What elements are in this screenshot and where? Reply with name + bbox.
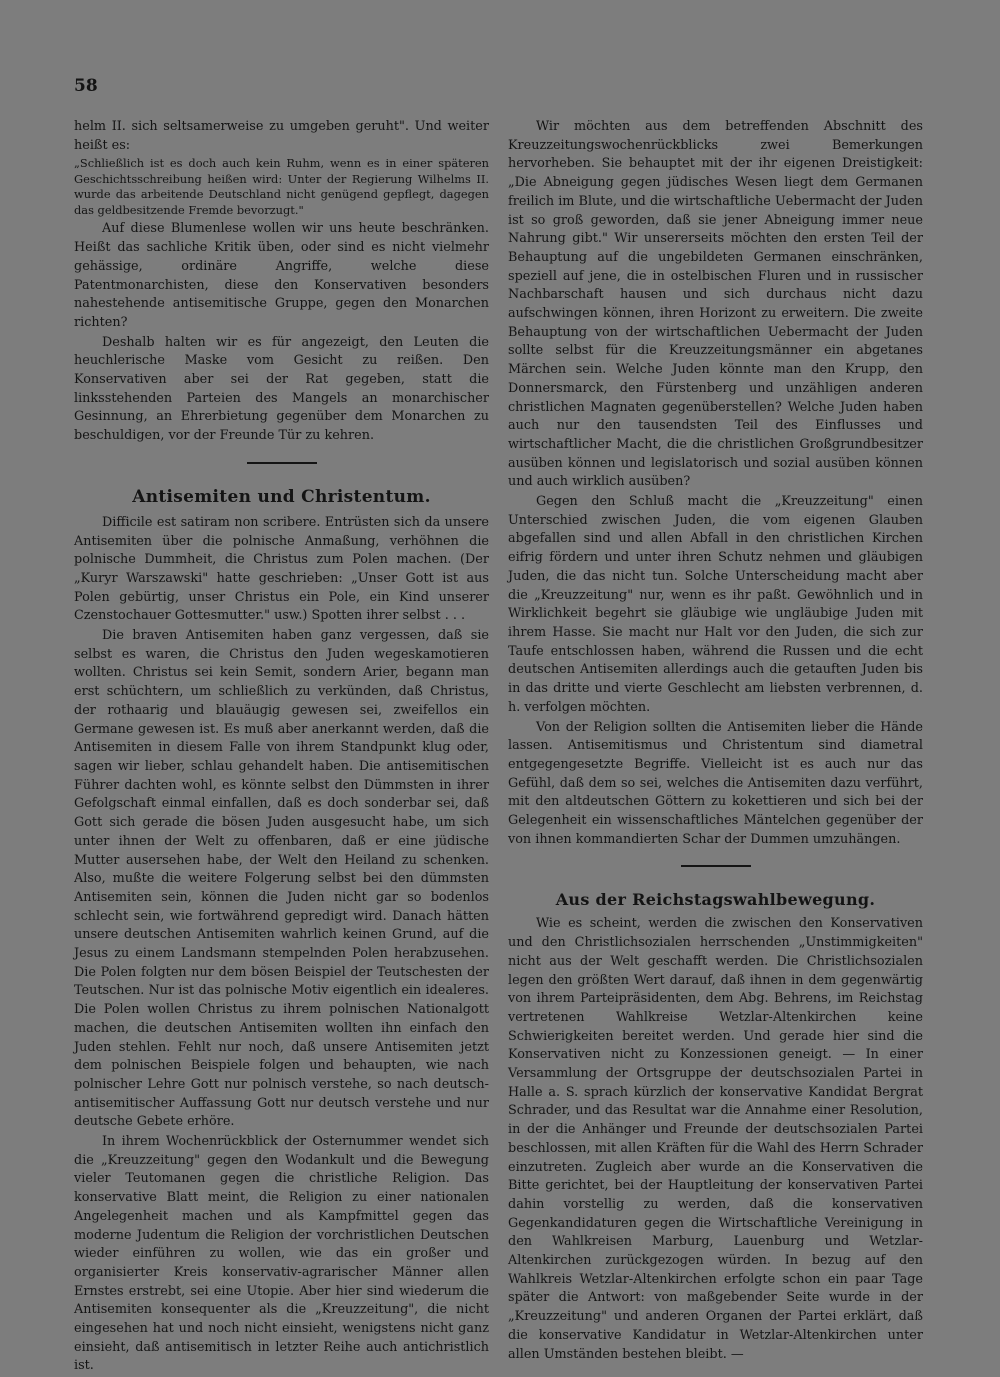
paragraph: Gegen den Schluß macht die „Kreuzzeitung" einen Unterschied zwischen Juden, die vom eigenen Glauben abgefallen sind und allen Abfall in den christlichen Kirchen eifrig fördern und unter ihren Schutz nehmen und gläubigen Juden, die das nicht tun. Solche Unterscheidung macht aber die „Kreuzzeitung" nur, wenn es ihr paßt. Gewöhnlich und in Wirklichkeit begehrt sie gläubige wie ungläubige Juden mit ihrem Hasse. Sie macht nur Halt vor den Juden, die sich zur Taufe entschlossen haben, während die Russen und die echt deutschen Antisemiten allerdings auch die getauften Juden bis in das dritte und vierte Geschlecht am liebsten verbrennen, d. h. verfolgen möchten. bbox=[508, 494, 923, 715]
continued-text: helm II. sich seltsamerweise zu umgeben geruht". Und weiter heißt es: bbox=[74, 119, 489, 153]
paragraph: Deshalb halten wir es für angezeigt, den Leuten die heuchlerische Maske vom Gesicht zu reißen. Den Konservativen aber sei der Rat gegeben, statt die linksstehenden Parteien des Mangels an monarchischer Gesinnung, an Ehrerbietung gegenüber dem Monarchen zu beschuldigen, vor der Freunde Tür zu kehren. bbox=[74, 334, 489, 444]
paragraph: Wir möchten aus dem betreffenden Abschnitt des Kreuzzeitungswochenrückblicks zwei Bemerkungen hervorheben. Sie behauptet mit der ihr eigenen Dreistigkeit: „Die Abneigung gegen jüdisches Wesen liegt dem Germanen freilich im Blute, und die wirtschaftliche Uebermacht der Juden ist so groß geworden, daß sie jener Abneigung immer neue Nahrung gibt." Wir unsererseits möchten den ersten Teil der Behauptung auf die ungebildeten Germanen einschränken, speziell auf jene, die in ostelbischen Fluren und in russischer Nachbarschaft hausen und sich durchaus nicht dazu aufschwingen können, ihren Horizont zu erweitern. Die zweite Behauptung von der wirtschaftlichen Uebermacht der Juden sollte selbst für die Kreuzzeitungsmänner ein abgetanes Märchen sein. Welche Juden könnte man den Krupp, den Donnersmarck, den Fürstenberg und unzähligen anderen christlichen Magnaten gegenüberstellen? Welche Juden haben auch nur den tausendsten Teil des Einflusses und wirtschaftlicher Macht, die die christlichen Großgrundbesitzer ausüben können und legislatorisch und sozial ausüben können und auch wirklich ausüben? bbox=[508, 119, 923, 490]
paragraph: In ihrem Wochenrückblick der Osternummer wendet sich die „Kreuzzeitung" gegen den Wodankult und die Bewegung vieler Teutomanen gegen die christliche Religion. Das konservative Blatt meint, die Religion zu einer nationalen Angelegenheit machen und als Kampfmittel gegen das moderne Judentum die Religion der vorchristlichen Deutschen wieder einführen zu wollen, wie das ein großer und organisierter Kreis konservativ-agrarischer Männer allen Ernstes erstrebt, sei eine Utopie. Aber hier sind wiederum die Antisemiten konsequenter als die „Kreuzzeitung", die nicht eingesehen hat und noch nicht einsieht, wenigstens nicht ganz einsieht, daß antisemitisch in letzter Reihe auch antichristlich ist. bbox=[74, 1134, 489, 1374]
paragraph: Die braven Antisemiten haben ganz vergessen, daß sie selbst es waren, die Christus den Juden wegeskamotieren wollten. Christus sei kein Semit, sondern Arier, begann man erst schüchtern, um schließlich zu verkünden, daß Christus, der rothaarig und blauäugig gewesen sei, zweifellos ein Germane gewesen ist. Es muß aber anerkannt werden, daß die Antisemiten in diesem Falle von ihrem Standpunkt klug oder, sagen wir lieber, schlau gehandelt haben. Die antisemitischen Führer dachten wohl, es könnte selbst den Dümmsten in ihrer Gefolgschaft einmal einfallen, daß es doch sonderbar sei, daß Gott sich gerade die bösen Juden ausgesucht habe, um sich unter ihnen der Welt zu offenbaren, daß er eine jüdische Mutter ausersehen habe, der Welt den Heiland zu schenken. Also, mußte die weitere Folgerung selbst bei den dümmsten Antisemiten sein, können die Juden nicht gar so bodenlos schlecht sein, wie fortwährend gepredigt wird. Danach hätten unsere deutschen Antisemiten wahrlich keinen Grund, auf die Jesus zu einem Landsmann stempelnden Polen herabzusehen. Die Polen folgten nur dem bösen Beispiel der Teutschesten der Teutschen. Nur ist das polnische Motiv eigentlich ein idealeres. Die Polen wollen Christus zu ihrem polnischen Nationalgott machen, die deutschen Antisemiten wollten ihn einfach den Juden stehlen. Fehlt nur noch, daß unsere Antisemiten jetzt dem polnischen Beispiele folgen und behaupten, wie nach polnischer Lehre Gott nur polnisch verstehe, so nach deutsch-antisemitischer Auffassung Gott nur deutsch verstehe und nur deutsche Gebete erhöre. bbox=[74, 628, 489, 1130]
page-number: 58 bbox=[74, 76, 98, 96]
paragraph: Auf diese Blumenlese wollen wir uns heute beschränken. Heißt das sachliche Kritik üben, oder sind es nicht vielmehr gehässige, ordinäre Angriffe, welche diese Patentmonarchisten, diese den Konservativen besonders nahestehende antisemitische Gruppe, gegen den Monarchen richten? bbox=[74, 221, 489, 330]
paragraph: Von der Religion sollten die Antisemiten lieber die Hände lassen. Antisemitismus und Christentum sind diametral entgegengesetzte Begriffe. Vielleicht ist es auch nur das Gefühl, daß dem so sei, welches die Antisemiten dazu verführt, mit den altdeutschen Göttern zu kokettieren und sich bei der Gelegenheit ein wissenschaftliches Mäntelchen gegenüber der von ihnen kommandierten Schar der Dummen umzuhängen. bbox=[508, 719, 923, 847]
right-column bbox=[508, 118, 923, 1365]
left-column bbox=[74, 118, 489, 1377]
paragraph: Wie es scheint, werden die zwischen den Konservativen und den Christlichsozialen herrschenden „Unstimmigkeiten" nicht aus der Welt geschafft werden. Die Christlichsozialen legen den größten Wert darauf, daß ihnen in dem gegenwärtig von ihrem Parteipräsidenten, dem Abg. Behrens, im Reichstag vertretenen Wahlkreise Wetzlar-Altenkirchen keine Schwierigkeiten bereitet werden. Und gerade hier sind die Konservativen nicht zu Konzessionen geneigt. — In einer Versammlung der Ortsgruppe der deutschsozialen Partei in Halle a. S. sprach kürzlich der konservative Kandidat Bergrat Schrader, und das Resultat war die Annahme einer Resolution, in der die Anhänger und Freunde der deutschsozialen Partei beschlossen, mit allen Kräften für die Wahl des Herrn Schrader einzutreten. Zugleich aber wurde an die Konservativen die Bitte gerichtet, bei der Hauptleitung der konservativen Partei dahin vorstellig zu werden, daß die konservativen Gegenkandidaturen gegen die Wirtschaftliche Vereinigung in den Wahlkreisen Marburg, Lauenburg und Wetzlar-Altenkirchen zurückgezogen würden. In bezug auf den Wahlkreis Wetzlar-Altenkirchen erfolgte schon ein paar Tage später die Antwort: von maßgebender Seite wurde in der „Kreuzzeitung" und anderen Organen der Partei erklärt, daß die konservative Kandidatur in Wetzlar-Altenkirchen unter allen Umständen bestehen bleibt. — bbox=[508, 916, 923, 1362]
paragraph: Difficile est satiram non scribere. Entrüsten sich da unsere Antisemiten über die polnische Anmaßung, verhöhnen die polnische Dummheit, die Christus zum Polen machen. (Der „Kuryr Warszawski" hatte geschrieben: „Unser Gott ist aus Polen gebürtig, unser Christus ein Pole, ein Kind unserer Czenstochauer Gottesmutter." usw.) Spotten ihrer selbst . . . bbox=[74, 514, 489, 624]
section-heading: Aus der Reichstagswahlbewegung. bbox=[555, 890, 876, 910]
section-divider bbox=[247, 462, 317, 464]
block-quote: „Schließlich ist es doch auch kein Ruhm, wenn es in einer späteren Geschichtsschreibung heißen wird: Unter der Regierung Wilhelms II. wurde das arbeitende Deutschland nicht genügend gepflegt, dagegen das geldbesitzende Fremde bevorzugt." bbox=[74, 156, 489, 217]
section-divider bbox=[681, 865, 751, 867]
section-heading: Antisemiten und Christentum. bbox=[132, 486, 431, 507]
